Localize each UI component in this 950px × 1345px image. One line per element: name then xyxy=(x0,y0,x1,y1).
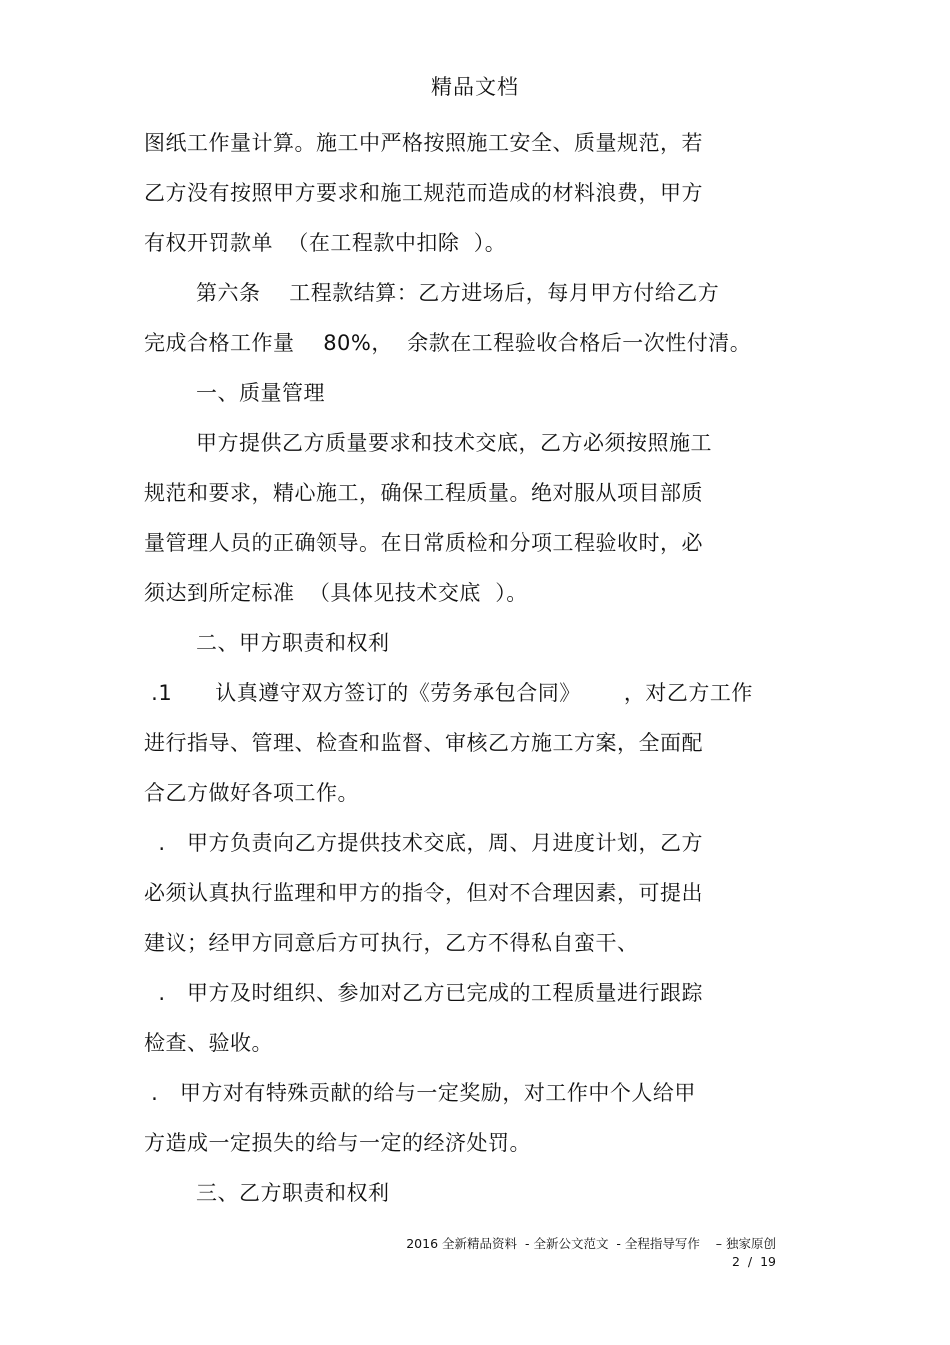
list-item: . 甲方对有特殊贡献的给与一定奖励，对工作中个人给甲 xyxy=(144,1081,696,1105)
body-line: 必须认真执行监理和甲方的指令，但对不合理因素，可提出 xyxy=(144,881,703,905)
article-heading: 第六条 工程款结算：乙方进场后，每月甲方付给乙方 xyxy=(196,281,720,305)
body-line: 检查、验收。 xyxy=(144,1031,273,1055)
body-line: 进行指导、管理、检查和监督、审核乙方施工方案，全面配 xyxy=(144,731,703,755)
list-item: . 甲方及时组织、参加对乙方已完成的工程质量进行跟踪 xyxy=(144,981,704,1005)
body-line: 方造成一定损失的给与一定的经济处罚。 xyxy=(144,1131,531,1155)
page-header-title: 精品文档 xyxy=(431,75,519,99)
body-line: 乙方没有按照甲方要求和施工规范而造成的材料浪费，甲方 xyxy=(144,181,703,205)
section-heading: 二、甲方职责和权利 xyxy=(196,631,390,655)
body-line: 完成合格工作量 80%， 余款在工程验收合格后一次性付清。 xyxy=(144,331,752,355)
document-body xyxy=(144,124,804,1224)
footer-tagline: 2016 全新精品资料 - 全新公文范文 - 全程指导写作 – 独家原创 xyxy=(406,1236,776,1251)
body-line: 有权开罚款单 （在工程款中扣除 ）。 xyxy=(144,231,507,255)
page-number: 2 / 19 xyxy=(732,1254,776,1269)
body-line: 量管理人员的正确领导。在日常质检和分项工程验收时，必 xyxy=(144,531,703,555)
body-line: 须达到所定标准 （具体见技术交底 ）。 xyxy=(144,581,528,605)
section-heading: 三、乙方职责和权利 xyxy=(196,1181,390,1205)
section-heading: 一、质量管理 xyxy=(196,381,325,405)
body-line: 图纸工作量计算。施工中严格按照施工安全、质量规范，若 xyxy=(144,131,703,155)
body-line: 建议；经甲方同意后方可执行，乙方不得私自蛮干、 xyxy=(144,931,639,955)
body-line: 规范和要求，精心施工，确保工程质量。绝对服从项目部质 xyxy=(144,481,703,505)
list-item: .1 认真遵守双方签订的《劳务承包合同》 ，对乙方工作 xyxy=(144,681,753,705)
list-item: . 甲方负责向乙方提供技术交底，周、月进度计划，乙方 xyxy=(144,831,704,855)
body-line: 合乙方做好各项工作。 xyxy=(144,781,359,805)
body-line: 甲方提供乙方质量要求和技术交底，乙方必须按照施工 xyxy=(196,431,712,455)
